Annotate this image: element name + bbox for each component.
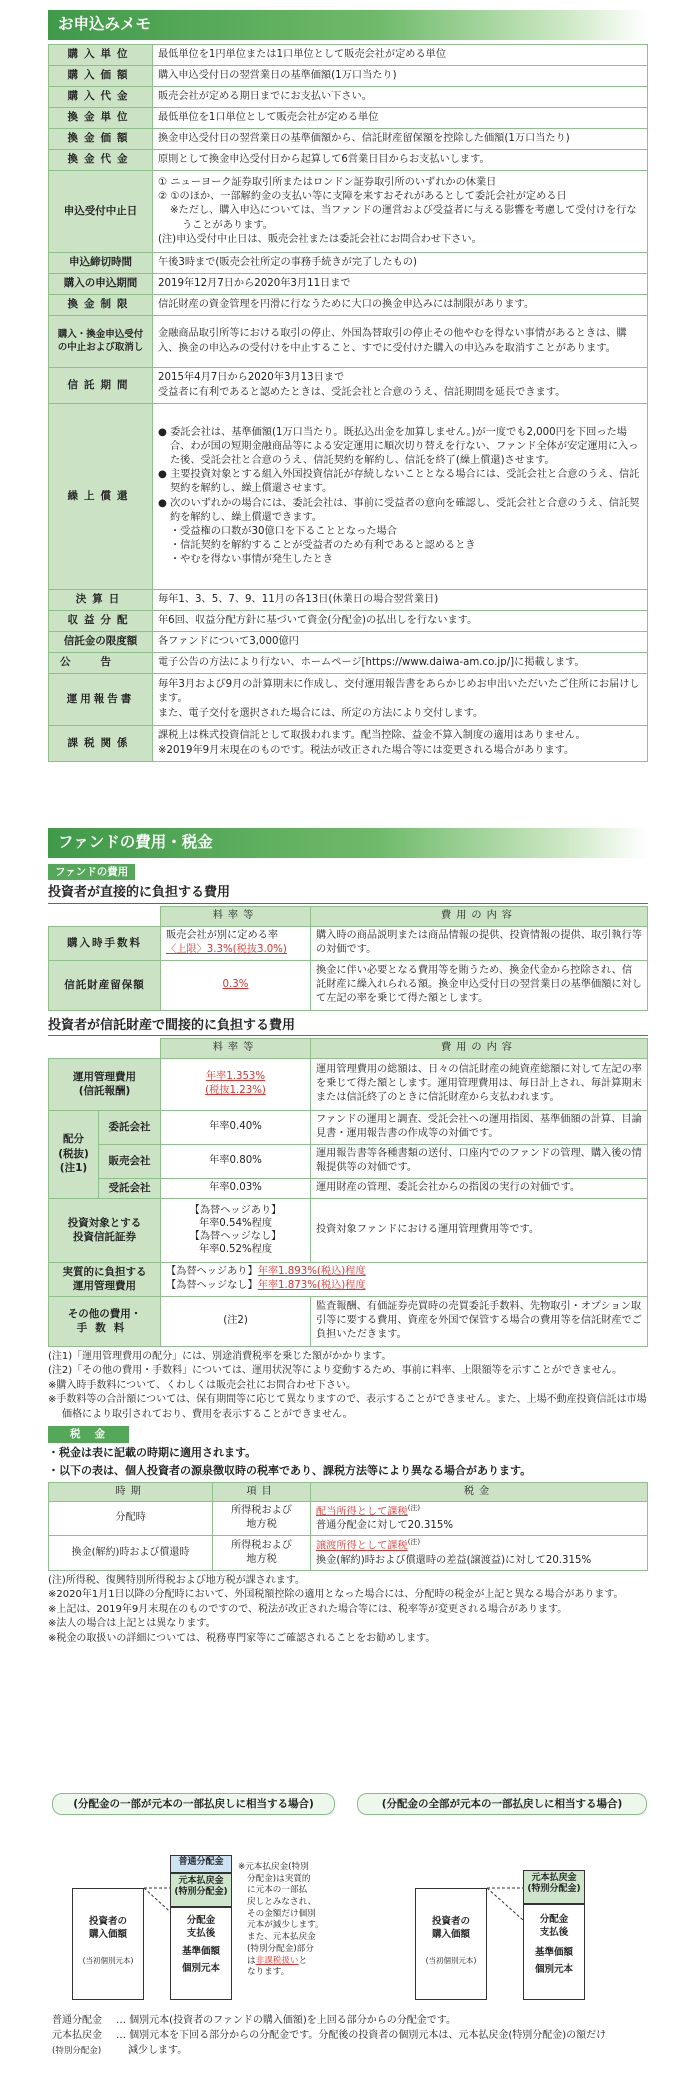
table-header: 料率等 費用の内容 — [49, 1039, 648, 1058]
tax-bullet: ・税金は表に記載の時期に適用されます。 — [48, 1445, 257, 1459]
table-row: 課税関係 課税上は株式投資信託として取扱われます。配当控除、益金不算入制度の適用はありません。 ※2019年9月末現在のものです。税法が改正された場合等には変更される場合があります。 — [49, 726, 648, 762]
table-row: 購入単位 最低単位を1円単位または1口単位として販売会社が定める単位 — [49, 45, 648, 66]
definition-refund: 元本払戻金 … 個別元本を下回る部分からの分配金です。分配後の投資者の個別元本は、元本払戻金(特別分配金)の額だけ (特別分配金) 減少します。 — [52, 2030, 607, 2056]
table-header: 時期 項目 税金 — [49, 1482, 648, 1501]
table-row: 購入価額 購入申込受付日の翌営業日の基準価額(1万口当たり) — [49, 66, 648, 87]
table-header: 料率等 費用の内容 — [49, 907, 648, 926]
table-row: 購入代金 販売会社が定める期日までにお支払い下さい。 — [49, 87, 648, 108]
table-row: 配分 (税抜) (注1) 委託会社 年率0.40% ファンドの運用と調査、受託会社への運用指図、基準価額の計算、目論見書・運用報告書の作成等の対価です。 — [49, 1110, 648, 1144]
table-row: 公告 電子公告の方法により行ない、ホームページ[https://www.daiwa-am.co.jp/]に掲載します。 — [49, 653, 648, 674]
refund-note: ※元本払戻金(特別 分配金)は実質的 に元本の一部払 戻しとみなされ、 その金額だけ個別 元本が減少します。 また、元本払戻金 (特別分配金)部分 は非課税扱いと なります。 — [238, 1862, 324, 1978]
table-row: 信託財産留保額 0.3% 換金に伴い必要となる費用等を賄うため、換金代金から控除され、信託財産に繰入れられる額。換金申込受付日の翌営業日の基準価額に対して左記の率を乗じて得た額とします。 — [49, 960, 648, 1010]
table-row: その他の費用・ 手数料 (注2) 監査報酬、有価証券売買時の売買委託手数料、先物取引・オプション取引等に要する費用、資産を外国で保管する場合の費用等を信託財産でご負担いただきます。 — [49, 1296, 648, 1346]
table-row: 販売会社 年率0.80% 運用報告書等各種書類の送付、口座内でのファンドの管理、購入後の情報提供等の対価です。 — [49, 1144, 648, 1178]
table-row: 受託会社 年率0.03% 運用財産の管理、委託会社からの指図の実行の対価です。 — [49, 1178, 648, 1198]
refund-box: 元本払戻金 (特別分配金) — [170, 1873, 232, 1907]
fund-cost-tag: ファンドの費用 — [48, 864, 135, 880]
application-memo-section — [48, 10, 648, 762]
table-row: 購入の申込期間 2019年12月7日から2020年3月11日まで — [49, 274, 648, 295]
after-distribution-box-right: 分配金 支払後 基準価額 個別元本 — [523, 1904, 585, 2000]
memo-table — [48, 44, 648, 762]
investor-cost-box-right: 投資者の 購入価額 (当初個別元本) — [415, 1888, 487, 2000]
definition-normal: 普通分配金 … 個別元本(投資者のファンドの購入価額)を上回る部分からの分配金です。 — [52, 2015, 456, 2026]
fees-header: ファンドの費用・税金 — [48, 828, 648, 858]
table-row: 換金(解約)時および償還時 所得税および 地方税 譲渡所得として課税$^{(注)}$ 換金(解約)時および償還時の差益(譲渡益)に対して20.315% — [49, 1536, 648, 1571]
table-row: 投資対象とする 投資信託証券 【為替ヘッジあり】 年率0.54%程度 【為替ヘッジなし】 年率0.52%程度 投資対象ファンドにおける運用管理費用等です。 — [49, 1198, 648, 1262]
table-row: 決算日 毎年1、3、5、7、9、11月の各13日(休業日の場合翌営業日) — [49, 590, 648, 611]
table-row: 収益分配 年6回、収益分配方針に基づいて資金(分配金)の払出しを行ないます。 — [49, 611, 648, 632]
table-row: 申込受付中止日 ① ニューヨーク証券取引所またはロンドン証券取引所のいずれかの休業日 ② ①のほか、一部解約金の支払い等に支障を来すおそれがあるとして委託会社が定める日 ※ただし、購入申込については、当ファンドの運営および受益者に与える影響を考慮して受付けを行なうことがあります。 (注)申込受付中止日は、販売会社または委託会社にお問合わせ下さい。 — [49, 171, 648, 253]
table-row: 換金単位 最低単位を1口単位として販売会社が定める単位 — [49, 108, 648, 129]
indirect-cost-table — [48, 1038, 648, 1346]
fees-section — [48, 828, 648, 1646]
table-row: 運用報告書 毎年3月および9月の計算期末に作成し、交付運用報告書をあらかじめお申出いただいたご住所にお届けします。 また、電子交付を選択された場合には、所定の方法により交付します。 — [49, 674, 648, 726]
table-row: 実質的に負担する 運用管理費用 【為替ヘッジあり】年率1.893%(税込)程度 【為替ヘッジなし】年率1.873%(税込)程度 — [49, 1262, 648, 1296]
direct-cost-table — [48, 906, 648, 1010]
normal-distribution-box: 普通分配金 — [170, 1855, 232, 1873]
table-row: 換金制限 信託財産の資金管理を円滑に行なうために大口の換金申込みには制限があります。 — [49, 295, 648, 316]
direct-cost-title: 投資者が直接的に負担する費用 — [48, 884, 648, 904]
tax-notes: (注)所得税、復興特別所得税および地方税が課されます。 ※2020年1月1日以降の分配時において、外国税額控除の適用となった場合には、分配時の税金が上記と異なる場合があります。 ※上記は、2019年9月末現在のものですので、税法が改正された場合等には、税率等が変更される場合があります。 ※法人の場合は上記とは異なります。 ※税金の取扱いの詳細については、税務専門家等にご確認されることをお勧めします。 — [48, 1574, 624, 1644]
table-row: 購入・換金申込受付の中止および取消し 金融商品取引所等における取引の停止、外国為替取引の停止その他やむを得ない事情があるときは、購入、換金の申込みの受付けを中止すること、すでに受付けた購入の申込みを取消すことがあります。 — [49, 316, 648, 368]
indirect-cost-title: 投資者が信託財産で間接的に負担する費用 — [48, 1017, 648, 1037]
tax-tag: 税金 — [48, 1426, 129, 1442]
table-row: 信託金の限度額 各ファンドについて3,000億円 — [49, 632, 648, 653]
refund-box-right: 元本払戻金 (特別分配金) — [523, 1870, 585, 1904]
tax-bullet: ・以下の表は、個人投資者の源泉徴収時の税率であり、課税方法等により異なる場合があります。 — [48, 1464, 532, 1477]
investor-cost-box: 投資者の 購入価額 (当初個別元本) — [72, 1888, 144, 2000]
tax-table — [48, 1482, 648, 1571]
right-diagram-title: (分配金の全部が元本の一部払戻しに相当する場合) — [357, 1793, 647, 1815]
table-row: 運用管理費用 (信託報酬) 年率1.353% (税抜1.23%) 運用管理費用の総額は、日々の信託財産の純資産総額に対して左記の率を乗じて得た額とします。運用管理費用は、毎日計上され、毎計算期末または信託終了のときに信託財産から支払われます。 — [49, 1058, 648, 1110]
table-row: 購入時手数料 販売会社が別に定める率 〈上限〉3.3%(税抜3.0%) 購入時の商品説明または商品情報の提供、投資情報の提供、取引執行等の対価です。 — [49, 926, 648, 960]
table-row: 換金代金 原則として換金申込受付日から起算して6営業日目からお支払いします。 — [49, 150, 648, 171]
table-row: 信託期間 2015年4月7日から2020年3月13日まで 受益者に有利であると認めたときは、受託会社と合意のうえ、信託期間を延長できます。 — [49, 368, 648, 404]
table-row: 換金価額 換金申込受付日の翌営業日の基準価額から、信託財産留保額を控除した価額(1万口当たり) — [49, 129, 648, 150]
after-distribution-box: 分配金 支払後 基準価額 個別元本 — [170, 1907, 232, 2000]
table-row: 申込締切時間 午後3時まで(販売会社所定の事務手続きが完了したもの) — [49, 253, 648, 274]
table-row: 分配時 所得税および 地方税 配当所得として課税$^{(注)}$ 普通分配金に対して20.315% — [49, 1501, 648, 1536]
memo-header: お申込みメモ — [48, 10, 648, 40]
fee-notes: (注1)「運用管理費用の配分」には、別途消費税率を乗じた額がかかります。 (注2)「その他の費用・手数料」については、運用状況等により変動するため、事前に料率、上限額等を示すことができません。 ※購入時手数料について、くわしくは販売会社にお問合わせ下さい。 ※手数料等の合計額については、保有期間等に応じて異なりますので、表示することができません。また、上場不動産投資信託は市場価格により取引されており、費用を表示することができません。 — [48, 1350, 647, 1420]
table-row: 繰上償還 ● 委託会社は、基準価額(1万口当たり。既払込出金を加算しません。)が一度でも2,000円を下回った場合、わが国の短期金融商品等による安定運用に順次切り替えを行ない、ファンド全体が安定運用に入った後、受託会社と合意のうえ、信託契約を解約し、信託を終了(繰上償還)させます。 ● 主要投資対象とする組入外国投資信託が存続しないこととなる場合には、受託会社と合意のうえ、信託契約を解約し、繰上償還させます。 ● 次のいずれかの場合には、委託会社は、事前に受益者の意向を確認し、受託会社と合意のうえ、信託契約を解約し、繰上償還できます。 ・受益権の口数が30億口を下ることとなった場合 ・信託契約を解約することが受益者のため有利であると認めるとき ・やむを得ない事情が発生したとき — [49, 404, 648, 590]
left-diagram-title: (分配金の一部が元本の一部払戻しに相当する場合) — [52, 1793, 335, 1815]
right-dash-line — [487, 1880, 523, 1924]
